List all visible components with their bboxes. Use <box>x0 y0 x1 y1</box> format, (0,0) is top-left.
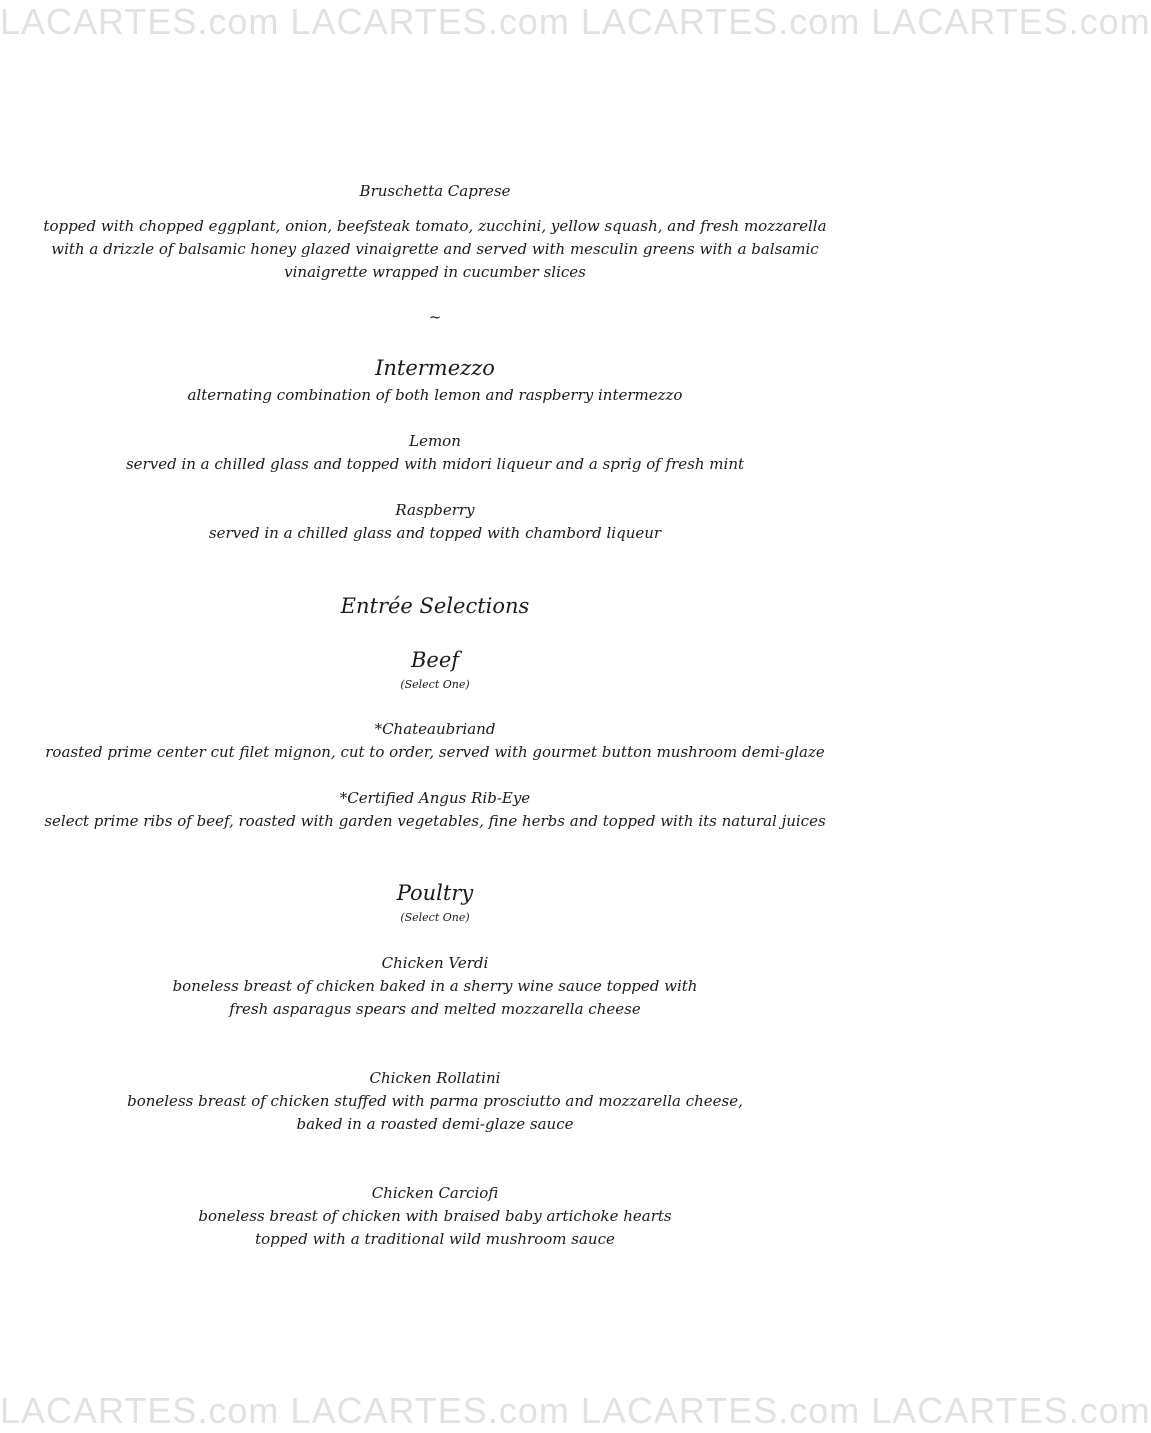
beef-item-name: *Chateaubriand <box>374 720 496 738</box>
intermezzo-item-desc: served in a chilled glass and topped with midori liqueur and a sprig of fresh mint <box>125 455 745 473</box>
poultry-item-desc-line: topped with a traditional wild mushroom sauce <box>255 1230 615 1248</box>
beef-item-desc: roasted prime center cut filet mignon, cut to order, served with gourmet button mushroom demi-glaze <box>45 743 825 761</box>
intermezzo-item-name: Lemon <box>409 432 461 450</box>
appetizer-desc-line: topped with chopped eggplant, onion, beefsteak tomato, zucchini, yellow squash, and fresh mozzarella <box>43 217 827 235</box>
beef-item-name: *Certified Angus Rib-Eye <box>339 789 531 807</box>
poultry-select-note: (Select One) <box>400 911 470 924</box>
poultry-item-desc-line: boneless breast of chicken baked in a sherry wine sauce topped with <box>172 977 698 995</box>
poultry-item-name: Chicken Rollatini <box>369 1069 501 1087</box>
poultry-item-name: Chicken Carciofi <box>371 1184 499 1202</box>
section-divider: ~ <box>428 308 442 326</box>
intermezzo-item-name: Raspberry <box>395 501 475 519</box>
beef-item-desc: select prime ribs of beef, roasted with garden vegetables, fine herbs and topped with its natural juices <box>44 812 826 830</box>
poultry-item-name: Chicken Verdi <box>381 954 489 972</box>
watermark-bottom: LACARTES.com LACARTES.com LACARTES.com LACARTES.com <box>0 1390 1151 1431</box>
poultry-item-desc-line: baked in a roasted demi-glaze sauce <box>296 1115 574 1133</box>
poultry-item-desc-line: fresh asparagus spears and melted mozzarella cheese <box>229 1000 641 1018</box>
poultry-item-desc-line: boneless breast of chicken with braised baby artichoke hearts <box>198 1207 672 1225</box>
appetizer-desc-line: with a drizzle of balsamic honey glazed vinaigrette and served with mesculin greens with a balsamic <box>51 240 819 258</box>
appetizer-title: Bruschetta Caprese <box>359 182 511 200</box>
intermezzo-description: alternating combination of both lemon and raspberry intermezzo <box>187 386 683 404</box>
beef-select-note: (Select One) <box>400 678 470 691</box>
appetizer-desc-line: vinaigrette wrapped in cucumber slices <box>284 263 586 281</box>
intermezzo-heading: Intermezzo <box>375 356 495 380</box>
beef-heading: Beef <box>410 648 460 672</box>
entree-heading: Entrée Selections <box>340 594 530 618</box>
watermark-top: LACARTES.com LACARTES.com LACARTES.com LACARTES.com <box>0 1 1151 42</box>
poultry-heading: Poultry <box>396 881 474 905</box>
poultry-item-desc-line: boneless breast of chicken stuffed with parma prosciutto and mozzarella cheese, <box>127 1092 743 1110</box>
intermezzo-item-desc: served in a chilled glass and topped with chambord liqueur <box>208 524 662 542</box>
